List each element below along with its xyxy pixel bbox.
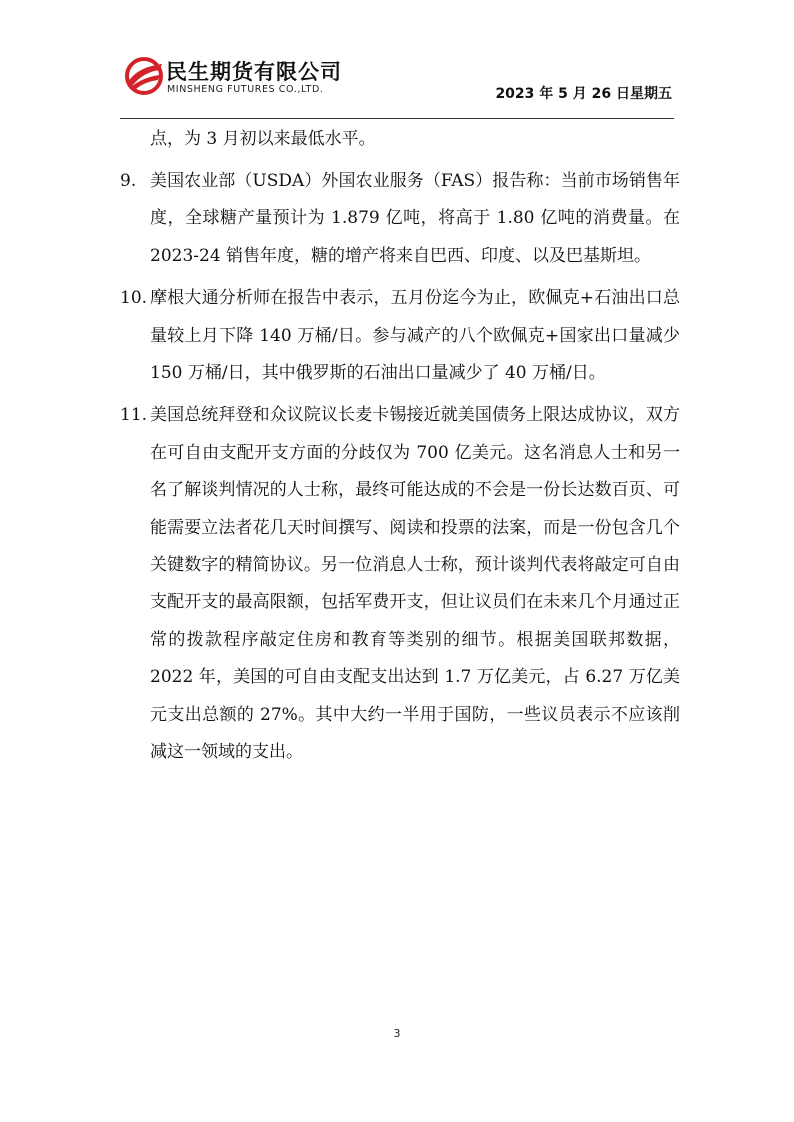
company-name-cn: 民生期货有限公司 xyxy=(166,60,342,84)
news-item-9 xyxy=(120,163,680,275)
item-text: 美国农业部（USDA）外国农业服务（FAS）报告称：当前市场销售年度，全球糖产量预计为 1.879 亿吨，将高于 1.80 亿吨的消费量。在 2023-24 销售年度，糖的增产将来自巴西、印度、以及巴基斯坦。 xyxy=(150,171,680,266)
item-number: 9. xyxy=(120,171,137,191)
item-number: 11. xyxy=(120,405,148,426)
item-number: 10. xyxy=(120,288,148,309)
minsheng-logo-icon xyxy=(124,56,164,96)
company-name-en: MINSHENG FUTURES CO.,LTD. xyxy=(167,84,324,95)
item-text: 美国总统拜登和众议院议长麦卡锡接近就美国债务上限达成协议，双方在可自由支配开支方面的分歧仅为 700 亿美元。这名消息人士和另一名了解谈判情况的人士称，最终可能达成的不会是一份长达数百页、可能需要立法者花几天时间撰写、阅读和投票的法案，而是一份包含几个关键数字的精简协议。另一位消息人士称，预计谈判代表将敲定可自由支配开支的最高限额，包括军费开支，但让议员们在未来几个月通过正常的拨款程序敲定住房和教育等类别的细节。根据美国联邦数据，2022 年，美国的可自由支配支出达到 1.7 万亿美元，占 6.27 万亿美元支出总额的 27%。其中大约一半用于国防，一些议员表示不应该削减这一领域的支出。 xyxy=(150,405,680,763)
header-divider xyxy=(120,118,674,119)
report-date: 2023 年 5 月 26 日星期五 xyxy=(495,86,672,102)
page-number: 3 xyxy=(393,1027,401,1040)
news-item-11 xyxy=(120,397,680,771)
company-logo xyxy=(124,56,364,102)
item-text: 摩根大通分析师在报告中表示，五月份迄今为止，欧佩克+石油出口总量较上月下降 140 万桶/日。参与减产的八个欧佩克+国家出口量减少 150 万桶/日，其中俄罗斯的石油出口量减少了 40 万桶/日。 xyxy=(150,288,680,384)
report-body xyxy=(120,121,680,772)
continuation-text: 点，为 3 月初以来最低水平。 xyxy=(150,129,376,149)
news-item-10 xyxy=(120,280,680,392)
